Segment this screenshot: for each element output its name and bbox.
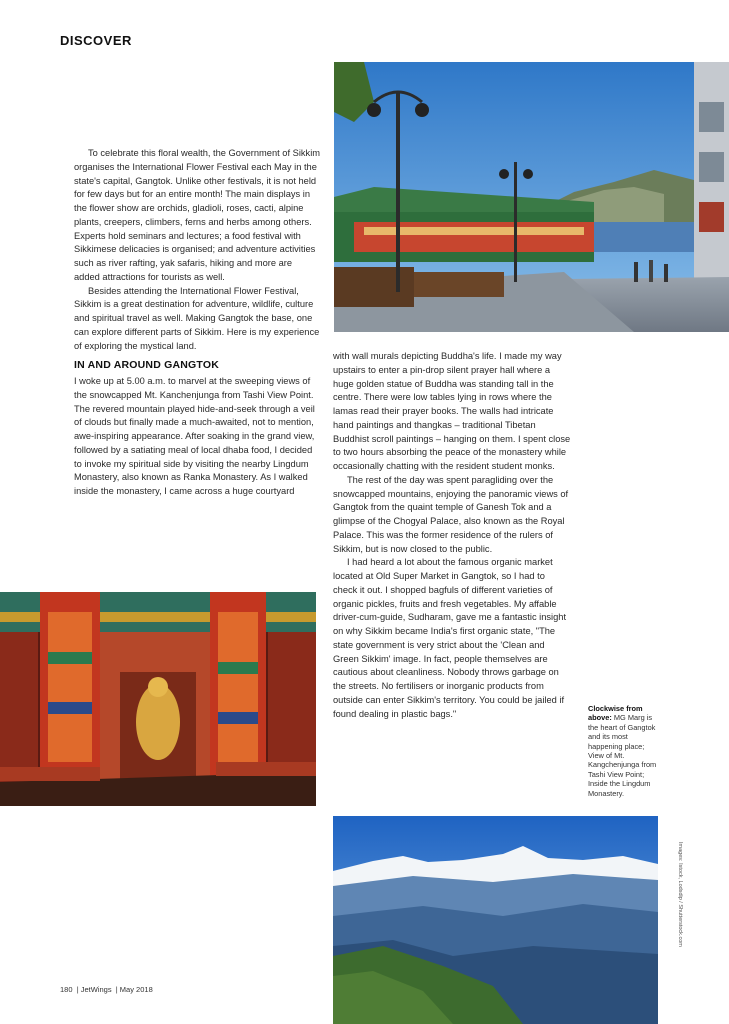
section-tag: DISCOVER (60, 33, 132, 48)
caption-lead: Clockwise from above: (588, 704, 643, 723)
kanchenjunga-photo (333, 816, 658, 1024)
intro-paragraph: To celebrate this floral wealth, the Government of Sikkim organises the International Flower Festival each May in the state's capital, Gangtok. Unlike other festivals, it is not held for few days but for an entire month! The main displays in the flower show are orchids, gladioli, roses, cacti, alpine plants, creepers, climbers, ferns and herbs among others. Experts hold seminars and lectures; a food festival with Sikkimese delicacies is organised; and adventure activities such as river rafting, yak safaris, hiking and more are added attractions for tourists as well. (74, 148, 321, 282)
magazine-name: JetWings (80, 985, 112, 994)
right-column (333, 350, 571, 721)
monastery-photo (0, 592, 316, 806)
gangtok-paragraph: I woke up at 5.00 a.m. to marvel at the sweeping views of the snowcapped Mt. Kanchenjunga from Tashi View Point. The revered mountain played hide-and-seek through a veil of clouds but finally made a much-awaited, not to mention, awe-inspiring appearance. After soaking in the grand view, followed by a satiating meal of local dhaba food, I decided to invoke my spiritual side by visiting the nearby Lingdum Monastery, also known as Ranka Monastery. As I walked inside the monastery, I came across a huge courtyard (74, 376, 315, 496)
subheading: IN AND AROUND GANGTOK (74, 359, 219, 372)
page-footer (60, 985, 153, 994)
paragliding-paragraph: The rest of the day was spent paragliding over the snowcapped mountains, enjoying the panoramic views of Gangtok from the quaint temple of Ganesh Tok and a glimpse of the Chogyal Palace, also known as the Royal Palace. This was the former residence of the rulers of Sikkim, but is now closed to the public. (333, 474, 569, 554)
photo-caption (588, 704, 658, 798)
footer-separator: | (113, 985, 120, 994)
festival-paragraph: Besides attending the International Flower Festival, Sikkim is a great destination for adventure, wildlife, culture and spiritual travel as well. Making Gangtok the base, one can explore different parts of Sikkim. Here is my experience of exploring the mystical land. (74, 285, 320, 351)
caption-text: MG Marg is the heart of Gangtok and its most happening place; View of Mt. Kangchenjunga from Tashi View Point; Inside the Lingdum Monastery. (588, 713, 657, 798)
left-column (74, 147, 320, 499)
page-number: 180 (60, 985, 73, 994)
photo-credit: Images: Istock, Lodsdip / Shutterstock.com (677, 842, 683, 947)
organic-market-paragraph: I had heard a lot about the famous organic market located at Old Super Market in Gangtok, so I had to check it out. I shopped bagfuls of different varieties of organic pickles, fruits and fresh vegetables. My affable driver-cum-guide, Sudharam, gave me a fantastic insight on why Sikkim became India's first organic state, "The state government is very strict about the 'Clean and Green Sikkim' image. In fact, people themselves are cautious about cleanliness. Nobody throws garbage on the streets. No fertilisers or inorganic products from outside can enter Sikkim's territory. You could be jailed if found dealing in plastic bags." (333, 557, 567, 719)
issue-date: May 2018 (119, 985, 153, 994)
monastery-paragraph: with wall murals depicting Buddha's life. I made my way upstairs to enter a pin-drop silent prayer hall where a huge golden statue of Buddha was standing tall in the centre. There were low tables lying in rows where the lamas read their prayer books. The walls had intricate hand paintings and thangkas – traditional Tibetan Buddhist scroll paintings – hanging on them. I spent close to two hours absorbing the peace of the monastery while occasionally chatting with the resident student monks. (333, 351, 571, 471)
mg-marg-photo (334, 62, 729, 332)
footer-separator: | (74, 985, 81, 994)
